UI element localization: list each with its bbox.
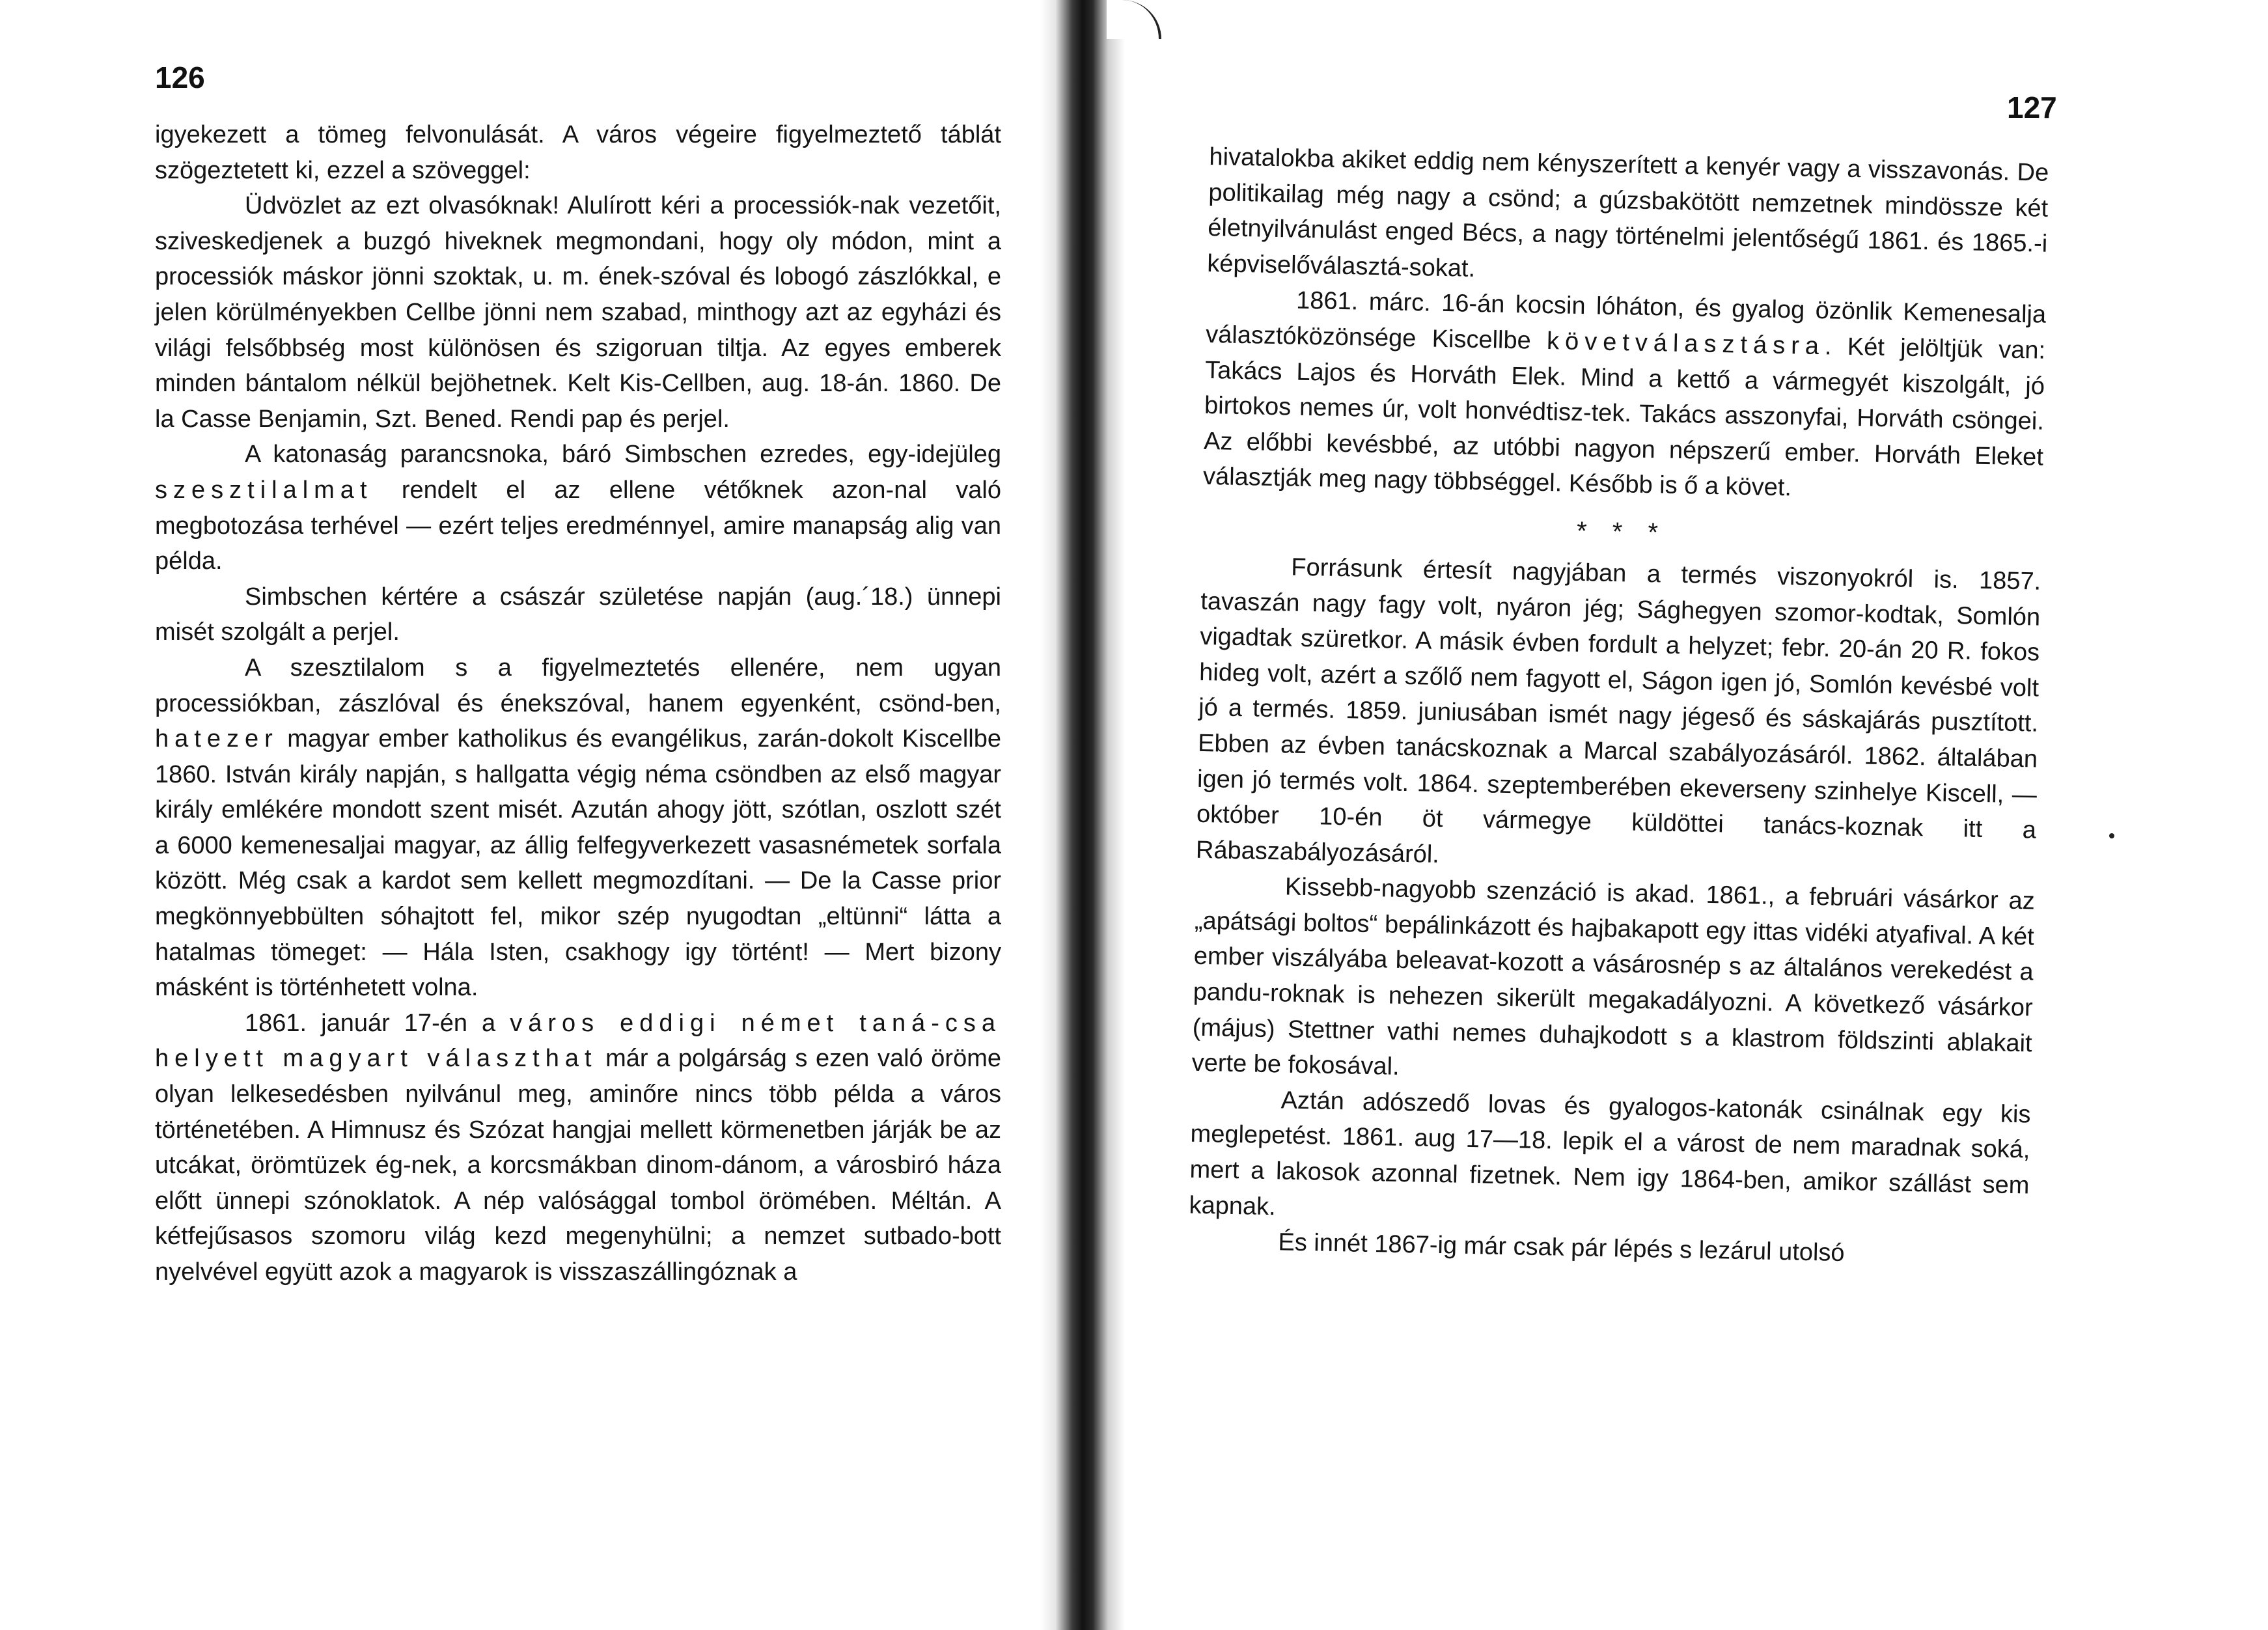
paragraph: 1861. január 17-én a város eddigi német taná-csa helyett magyart választhat már a polgárság s ezen való öröme olyan lelkesedésben nyilvánul meg, aminőre nincs több példa a város történetében. A Himnusz és Szózat hangjai mellett körmenetben járják be az utcákat, örömtüzek ég-nek, a korcsmákban dinom-dánom, a városbiró háza előtt ünnepi szónoklatok. A nép valósággal tombol örömében. Méltán. A kétfejűsasos szomoru világ kezd megenyhülni; a nemzet sutbado-bott nyelvével együtt azok a magyarok is visszaszállingóznak a xyxy=(155,1009,1002,1286)
page-number: 127 xyxy=(2007,90,2057,124)
spaced-emphasis: szesztilalmat xyxy=(155,476,373,504)
paragraph: 1861. márc. 16-án kocsin lóháton, és gyalog özönlik Kemenesalja választóközönsége Kiscellbe követválasztásra. Két jelöltjük van: Takács Lajos és Horváth Elek. Mind a kettő a vármegyét kiszolgált, jó birtokos nemes úr, volt honvédtisz-tek. Takács asszonyfai, Horváth csöngei. Az előbbi kevésbbé, az utóbbi nagyon népszerű ember. Horváth Eleket választják meg nagy többséggel. Később is ő a követ. xyxy=(1202,286,2047,502)
paragraph: Simbschen kértére a császár születése napján (aug.´18.) ünnepi misét szolgált a perjel. xyxy=(155,583,1001,646)
right-page xyxy=(1125,0,2268,1630)
paragraph: Kissebb-nagyobb szenzáció is akad. 1861., a februári vásárkor az „apátsági boltos“ bepálinkázott és hajbakapott egy ittas vidéki atyafival. A két ember viszályába beleavat-kozott a vásárosnép s az általános verekedést a pandu-roknak is nehezen sikerült megakadályozni. A következő vásárkor (május) Stettner vathi nemes duhajkodott s a klastrom földszinti ablakait verte be fokosával. xyxy=(1191,873,2036,1081)
paragraph: Üdvözlet az ezt olvasóknak! Alulírott kéri a processiók-nak vezetőit, sziveskedjenek a buzgó hiveknek megmondani, hogy oly módon, mint a processiók máskor jönni szoktak, u. m. ének-szóval és lobogó zászlókkal, e jelen körülményekben Cellbe jönni nem szabad, minthogy azt az egyházi és világi felsőbbség most különösen és szigoruan tiltja. Az egyes emberek minden bántalom nélkül bejöhetnek. Kelt Kis-Cellben, aug. 18-án. 1860. De la Casse Benjamin, Szt. Bened. Rendi pap és perjel. xyxy=(155,192,1001,433)
spaced-emphasis: hatezer xyxy=(155,725,279,753)
left-page-text xyxy=(155,117,1001,1290)
right-page-text xyxy=(1188,139,2049,1275)
paragraph: igyekezett a tömeg felvonulását. A város végeire figyelmeztető táblát szögeztetett ki, ezzel a szöveggel: xyxy=(155,121,1001,184)
section-asterism: * * * xyxy=(1576,516,1668,547)
spaced-emphasis: követválasztásra xyxy=(1546,327,1825,361)
book-gutter xyxy=(1040,0,1125,1630)
speck-mark xyxy=(2109,833,2114,838)
paragraph: A katonaság parancsnoka, báró Simbschen ezredes, egy-idejüleg szesztilalmat rendelt el az ellene vétőknek azon-nal való megbotozása terhével — ezért teljes eredménnyel, amire manapság alig van példa. xyxy=(155,441,1001,575)
spaced-emphasis: város eddigi német taná-csa helyett magyart választhat xyxy=(155,1009,1002,1073)
paragraph: hivatalokba akiket eddig nem kényszerített a kenyér vagy a visszavonás. De politikailag még nagy a csönd; a gúzsbakötött nemzetnek mindössze két életnyilvánulást enged Bécs, a nagy történelmi jelentőségű 1861. és 1865.-i képviselőválasztá-sokat. xyxy=(1206,143,2049,283)
paragraph: És innét 1867-ig már csak pár lépés s lezárul utolsó xyxy=(1278,1228,1845,1267)
paragraph: A szesztilalom s a figyelmeztetés ellenére, nem ugyan processiókban, zászlóval és énekszóval, hanem egyenként, csönd-ben, hatezer magyar ember katholikus és evangélikus, zarán-dokolt Kiscellbe 1860. István király napján, s hallgatta végig néma csöndben az első magyar király emlékére mondott szent misét. Azután ahogy jött, szótlan, oszlott szét a 6000 kemenesaljai magyar, az állig felfegyverkezett vasasnémetek sorfala között. Még csak a kardot sem kellett megmozdítani. — De la Casse prior megkönnyebbülten sóhajtott fel, mikor szép nyugodtan „eltünni“ látta a hatalmas tömeget: — Hála Isten, csakhogy igy történt! — Mert bizony másként is történhetett volna. xyxy=(155,654,1001,1002)
page-number: 126 xyxy=(155,61,205,94)
left-page xyxy=(0,0,1040,1630)
paragraph: Forrásunk értesít nagyjában a termés viszonyokról is. 1857. tavaszán nagy fagy volt, nyáron jég; Sághegyen szomor-kodtak, Somlón vigadtak szüretkor. A másik évben fordult a helyzet; febr. 20-án 20 R. fokos hideg volt, azért a szőlő nem fagyott el, Ságon igen jó, Somlón kevésbé volt jó a termés. 1859. juniusában ismét nagy jégeső és sáskajárás pusztított. Ebben az évben tanácskoznak a Marcal szabályozásáról. 1862. általában igen jó termés volt. 1864. szeptemberében ekeverseny szinhelye Kiscell, — október 10-én öt vármegye küldöttei tanács-koznak itt a Rábaszabályozásáról. xyxy=(1195,553,2041,868)
paragraph: Aztán adószedő lovas és gyalogos-katonák csinálnak egy kis meglepetést. 1861. aug 17—18. lepik el a várost de nem maradnak soká, mert a lakosok azonnal fizetnek. Nem igy 1864-ben, amikor szállást sem kapnak. xyxy=(1189,1086,2031,1221)
